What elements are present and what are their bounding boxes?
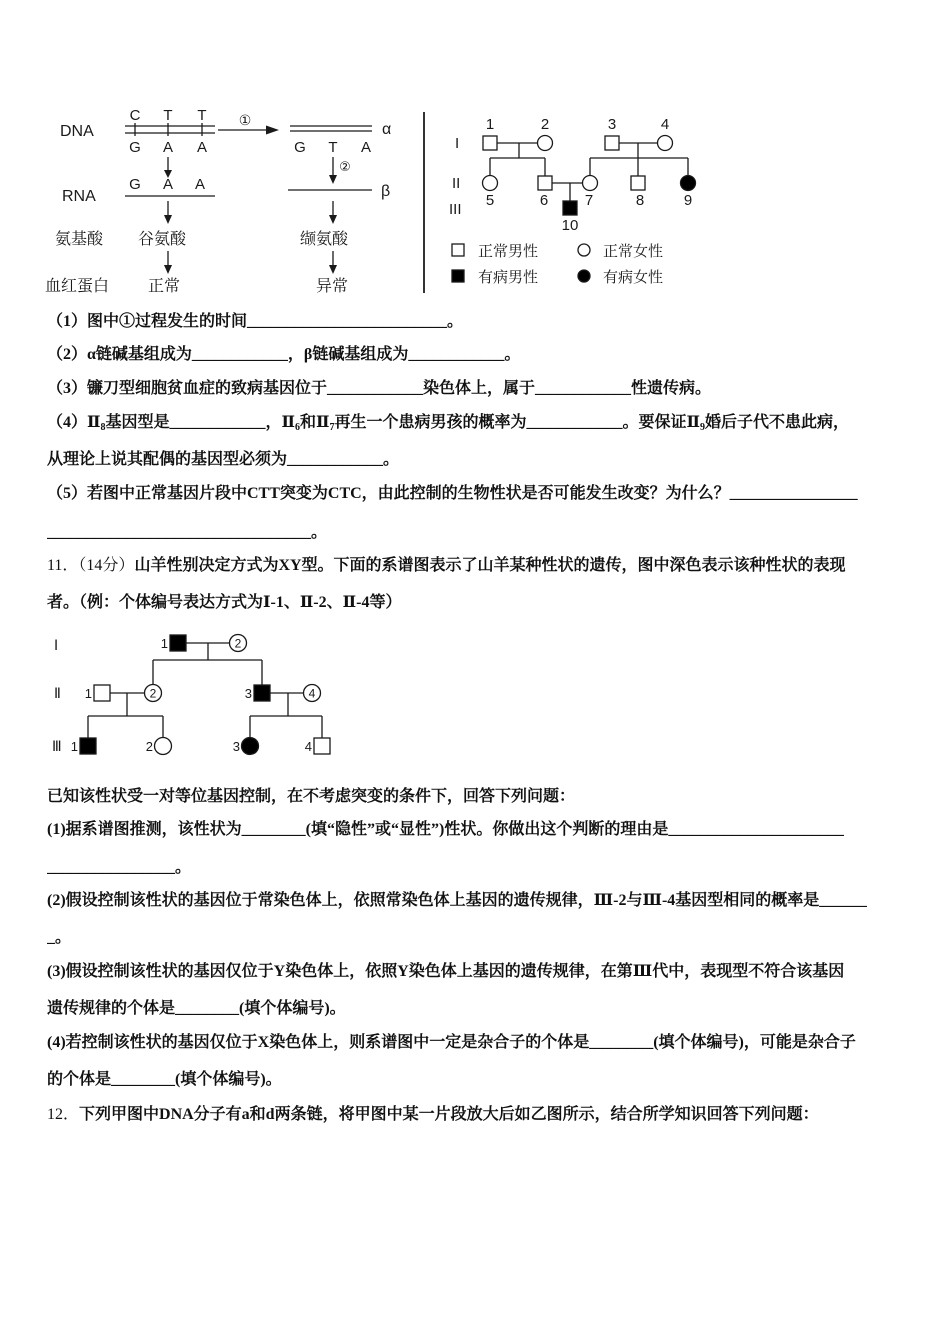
q12-stem-text: 下列甲图中DNA分子有a和d两条链，将甲图中某一片段放大后如乙图所示，结合所学知识回答下列问题：: [79, 1106, 819, 1123]
individual-number: 2: [145, 739, 153, 754]
subscript: 9: [700, 422, 705, 433]
dna-top-base: T: [163, 107, 173, 124]
protein-mutant: 异常: [316, 278, 349, 295]
generation-label: I: [455, 135, 460, 152]
generation-label: Ⅰ: [54, 637, 59, 653]
individual-number: 4: [660, 116, 670, 133]
q10-part4-text: 和Ⅱ: [300, 414, 330, 431]
q11-part2: (2)假设控制该性状的基因位于常染色体上，依照常染色体上基因的遗传规律，Ⅲ-2与Ⅲ-4基因型相同的概率是______: [47, 892, 868, 909]
q11-part2-continued: _。: [47, 929, 72, 946]
q10-part4-continued: 从理论上说其配偶的基因型必须为____________。: [47, 451, 400, 468]
female-symbol: [483, 176, 498, 191]
individual-number: 2: [234, 636, 242, 651]
dna-bottom-base: A: [196, 139, 208, 156]
individual-number: 10: [561, 217, 579, 234]
male-symbol: [314, 738, 330, 754]
step1-arrowhead: [266, 126, 279, 135]
alpha-strand-label: α: [382, 121, 392, 138]
amino-acid-mutant: 缬氨酸: [300, 231, 349, 248]
pedigree-2: [0, 620, 400, 770]
individual-number: 6: [539, 192, 549, 209]
individual-number: 9: [683, 192, 693, 209]
question-number: 11．: [47, 557, 79, 574]
legend-label: 正常女性: [603, 243, 664, 260]
dna-top-base: T: [197, 107, 207, 124]
legend-affected-male-symbol: [452, 270, 464, 282]
q10-part4: [47, 412, 849, 434]
rna-label: RNA: [62, 188, 96, 205]
affected-female-symbol: [242, 738, 259, 755]
q10-part4-text: 基因型是____________，Ⅱ: [105, 414, 295, 431]
individual-number: 2: [540, 116, 550, 133]
dna-label: DNA: [60, 123, 94, 140]
translation-arrowhead: [164, 215, 172, 224]
male-symbol: [94, 685, 110, 701]
dna-bottom-base: G: [129, 139, 141, 156]
q12-stem: [47, 1104, 819, 1126]
individual-number: 4: [304, 739, 312, 754]
rna-base: G: [129, 176, 141, 193]
affected-male-symbol: [80, 738, 96, 754]
individual-number: 1: [70, 739, 78, 754]
gene-expression-and-pedigree-figure: [0, 0, 950, 310]
affected-female-symbol: [681, 176, 696, 191]
q11-part3-continued: 遗传规律的个体是________(填个体编号)。: [47, 1000, 346, 1017]
amino-acid-label: 氨基酸: [55, 231, 104, 248]
affected-male-symbol: [563, 201, 577, 215]
q10-part4-text: 再生一个患病男孩的概率为____________。要保证Ⅱ: [334, 414, 700, 431]
question-number: 12．: [47, 1106, 80, 1123]
pedigree-1: [449, 116, 696, 286]
rna-base: A: [194, 176, 206, 193]
gene-expression-diagram: [45, 107, 391, 295]
question-score: （14分）: [78, 557, 135, 574]
q11-stem-continued: 者。（例：个体编号表达方式为Ⅰ-1、Ⅱ-2、Ⅱ-4等）: [47, 594, 402, 611]
female-symbol: [583, 176, 598, 191]
q11-part4: (4)若控制该性状的基因仅位于X染色体上，则系谱图中一定是杂合子的个体是________(填个体编号)，可能是杂合子: [47, 1034, 856, 1051]
q10-part2: （2）α链碱基组成为____________，β链碱基组成为____________。: [47, 346, 521, 363]
female-symbol: [155, 738, 172, 755]
individual-number: 1: [160, 636, 168, 651]
protein-label: 血红蛋白: [45, 278, 110, 295]
generation-label: II: [452, 175, 461, 192]
male-symbol: [605, 136, 619, 150]
female-symbol: [658, 136, 673, 151]
generation-label: Ⅱ: [54, 685, 61, 701]
beta-strand-label: β: [381, 183, 391, 200]
individual-number: 3: [607, 116, 617, 133]
step2-arrowhead: [329, 175, 337, 184]
q10-part5-continued: _________________________________。: [47, 524, 328, 541]
legend-normal-female-symbol: [578, 244, 590, 256]
individual-number: 3: [244, 686, 252, 701]
dna-bottom-base: A: [162, 139, 174, 156]
q10-part5: （5）若图中正常基因片段中CTT突变为CTC，由此控制的生物性状是否可能发生改变？为什么？________________: [47, 485, 858, 502]
individual-number: 1: [485, 116, 495, 133]
male-symbol: [538, 176, 552, 190]
legend-label: 有病女性: [603, 269, 664, 286]
q11-part4-continued: 的个体是________(填个体编号)。: [47, 1071, 282, 1088]
q11-stem: [47, 555, 846, 577]
individual-number: 8: [635, 192, 645, 209]
mutant-translation-arrowhead: [329, 215, 337, 224]
individual-number: 3: [232, 739, 240, 754]
mutant-base: G: [294, 139, 306, 156]
legend-label: 有病男性: [478, 269, 539, 286]
legend-normal-male-symbol: [452, 244, 464, 256]
mutant-protein-arrowhead: [329, 265, 337, 274]
protein-arrowhead: [164, 265, 172, 274]
individual-number: 2: [149, 686, 157, 701]
legend-label: 正常男性: [478, 243, 539, 260]
individual-number: 1: [84, 686, 92, 701]
mutant-base: T: [328, 139, 338, 156]
q10-part4-text: （4）Ⅱ: [47, 414, 101, 431]
generation-label: III: [449, 201, 462, 218]
dna-top-base: C: [129, 107, 141, 124]
amino-acid-normal: 谷氨酸: [138, 231, 187, 248]
q11-intro: 已知该性状受一对等位基因控制，在不考虑突变的条件下，回答下列问题：: [47, 788, 576, 805]
subscript: 6: [295, 422, 300, 433]
rna-base: A: [162, 176, 174, 193]
subscript: 8: [100, 422, 106, 433]
q10-part3: （3）镰刀型细胞贫血症的致病基因位于____________染色体上，属于____________性遗传病。: [47, 380, 712, 397]
subscript: 7: [329, 422, 335, 433]
q11-stem-text: 山羊性别决定方式为XY型。下面的系谱图表示了山羊某种性状的遗传，图中深色表示该种性状的表现: [134, 557, 846, 574]
generation-label: Ⅲ: [52, 738, 62, 754]
q11-part3: (3)假设控制该性状的基因仅位于Y染色体上，依照Y染色体上基因的遗传规律，在第Ⅲ代中，表现型不符合该基因: [47, 963, 845, 980]
male-symbol: [631, 176, 645, 190]
individual-number: 5: [485, 192, 495, 209]
female-symbol: [538, 136, 553, 151]
q10-part4-text: 婚后子代不患此病，: [705, 414, 850, 431]
legend-affected-female-symbol: [578, 270, 590, 282]
protein-normal: 正常: [148, 278, 181, 295]
individual-number: 7: [584, 192, 594, 209]
q11-part1: (1)据系谱图推测，该性状为________(填“隐性”或“显性”)性状。你做出这个判断的理由是______________________: [47, 821, 845, 838]
step2-marker: ②: [339, 159, 351, 174]
individual-number: 4: [308, 686, 316, 701]
step1-marker: ①: [238, 112, 252, 128]
male-symbol: [483, 136, 497, 150]
q10-part1: （1）图中①过程发生的时间_________________________。: [47, 313, 464, 330]
affected-male-symbol: [170, 635, 186, 651]
q11-part1-continued: ________________。: [47, 859, 192, 876]
affected-male-symbol: [254, 685, 270, 701]
mutant-base: A: [360, 139, 372, 156]
